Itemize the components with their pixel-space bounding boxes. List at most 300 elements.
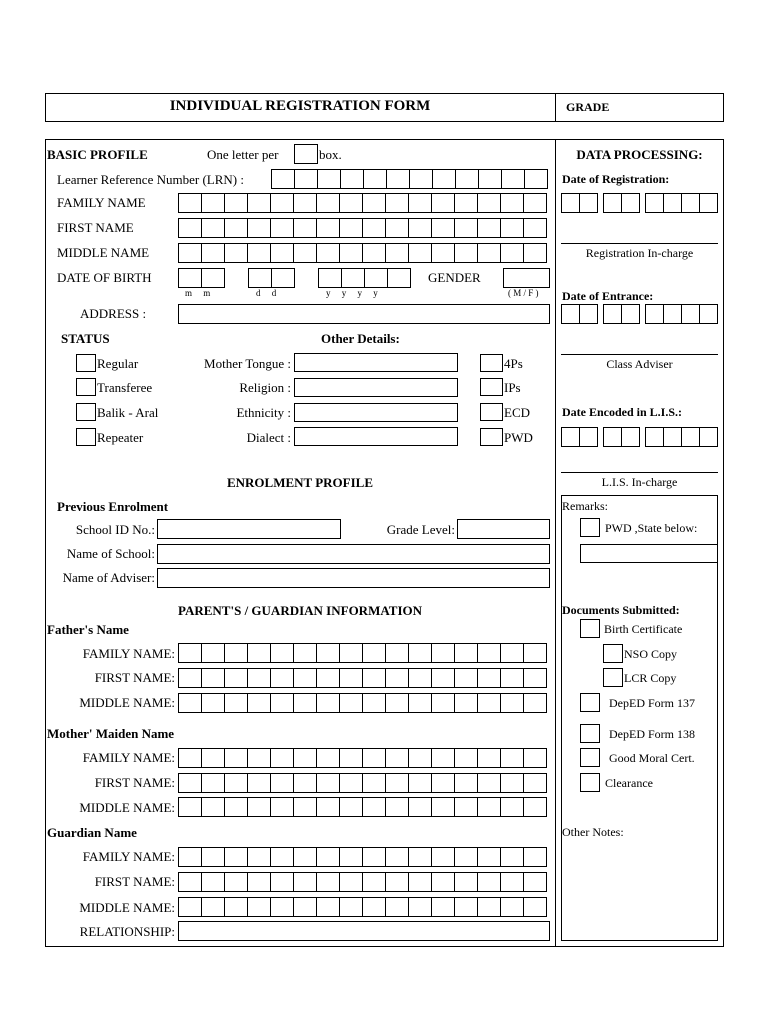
- ips-checkbox[interactable]: [480, 378, 503, 396]
- letter-box[interactable]: [364, 268, 388, 288]
- letter-box[interactable]: [477, 797, 501, 817]
- date-encoded-yyyy-input[interactable]: [645, 427, 717, 447]
- letter-box[interactable]: [271, 268, 295, 288]
- letter-box[interactable]: [663, 304, 682, 324]
- letter-box[interactable]: [224, 773, 248, 793]
- letter-box[interactable]: [316, 668, 340, 688]
- dob-day-input[interactable]: [248, 268, 294, 288]
- letter-box[interactable]: [431, 797, 455, 817]
- first-name-input[interactable]: [178, 218, 546, 238]
- pwd-state-input[interactable]: [580, 544, 718, 563]
- adviser-name-input[interactable]: [157, 568, 550, 588]
- letter-box[interactable]: [201, 668, 225, 688]
- letter-box[interactable]: [500, 797, 524, 817]
- letter-box[interactable]: [247, 193, 271, 213]
- lrn-label: Learner Reference Number (LRN) :: [57, 172, 244, 187]
- letter-box[interactable]: [523, 897, 547, 917]
- letter-box[interactable]: [339, 193, 363, 213]
- letter-box[interactable]: [408, 668, 432, 688]
- letter-box[interactable]: [201, 847, 225, 867]
- letter-box[interactable]: [455, 169, 479, 189]
- letter-box[interactable]: [385, 748, 409, 768]
- guardian-family-input[interactable]: [178, 847, 546, 867]
- date-registration-dd-input[interactable]: [603, 193, 639, 213]
- letter-box[interactable]: [270, 693, 294, 713]
- letter-box[interactable]: [431, 847, 455, 867]
- letter-box[interactable]: [339, 773, 363, 793]
- letter-box[interactable]: [293, 193, 317, 213]
- letter-box[interactable]: [408, 797, 432, 817]
- letter-box[interactable]: [224, 243, 248, 263]
- letter-box[interactable]: [500, 748, 524, 768]
- ethnicity-input[interactable]: [294, 403, 458, 422]
- letter-box[interactable]: [454, 847, 478, 867]
- letter-box[interactable]: [645, 193, 664, 213]
- letter-box[interactable]: [523, 643, 547, 663]
- date-entrance-dd-input[interactable]: [603, 304, 639, 324]
- letter-box[interactable]: [247, 243, 271, 263]
- letter-box[interactable]: [201, 748, 225, 768]
- letter-box[interactable]: [477, 643, 501, 663]
- letter-box[interactable]: [561, 193, 580, 213]
- school-name-input[interactable]: [157, 544, 550, 564]
- letter-box[interactable]: [362, 897, 386, 917]
- letter-box[interactable]: [454, 797, 478, 817]
- letter-box[interactable]: [579, 304, 598, 324]
- letter-box[interactable]: [178, 847, 202, 867]
- letter-box[interactable]: [201, 872, 225, 892]
- letter-box[interactable]: [224, 643, 248, 663]
- form-137-checkbox[interactable]: [580, 693, 600, 712]
- letter-box[interactable]: [477, 668, 501, 688]
- letter-box[interactable]: [362, 218, 386, 238]
- letter-box[interactable]: [621, 193, 640, 213]
- letter-box[interactable]: [408, 872, 432, 892]
- mother-tongue-input[interactable]: [294, 353, 458, 372]
- letter-box[interactable]: [316, 897, 340, 917]
- letter-box[interactable]: [247, 797, 271, 817]
- letter-box[interactable]: [362, 773, 386, 793]
- guardian-first-input[interactable]: [178, 872, 546, 892]
- letter-box[interactable]: [454, 872, 478, 892]
- letter-box[interactable]: [454, 193, 478, 213]
- letter-box[interactable]: [224, 847, 248, 867]
- letter-box[interactable]: [523, 193, 547, 213]
- letter-box[interactable]: [178, 243, 202, 263]
- letter-box[interactable]: [408, 847, 432, 867]
- letter-box[interactable]: [561, 427, 580, 447]
- dob-label: DATE OF BIRTH: [57, 270, 152, 285]
- dialect-input[interactable]: [294, 427, 458, 446]
- letter-box[interactable]: [431, 872, 455, 892]
- status-transferee-checkbox[interactable]: [76, 378, 96, 396]
- grade-level-input[interactable]: [457, 519, 550, 539]
- dob-year-input[interactable]: [318, 268, 410, 288]
- letter-box[interactable]: [178, 872, 202, 892]
- letter-box[interactable]: [523, 243, 547, 263]
- letter-box[interactable]: [385, 797, 409, 817]
- letter-box[interactable]: [339, 643, 363, 663]
- letter-box[interactable]: [500, 643, 524, 663]
- letter-box[interactable]: [477, 847, 501, 867]
- letter-box[interactable]: [270, 668, 294, 688]
- letter-box[interactable]: [561, 304, 580, 324]
- letter-box[interactable]: [409, 169, 433, 189]
- letter-box[interactable]: [178, 643, 202, 663]
- letter-box[interactable]: [178, 773, 202, 793]
- mother-middle-input[interactable]: [178, 797, 546, 817]
- letter-box[interactable]: [523, 693, 547, 713]
- letter-box[interactable]: [408, 643, 432, 663]
- letter-box[interactable]: [316, 773, 340, 793]
- letter-box[interactable]: [293, 773, 317, 793]
- birth-cert-checkbox[interactable]: [580, 619, 600, 638]
- 4ps-checkbox[interactable]: [480, 354, 503, 372]
- letter-box[interactable]: [247, 872, 271, 892]
- letter-box[interactable]: [270, 797, 294, 817]
- address-input[interactable]: [178, 304, 550, 324]
- letter-box[interactable]: [500, 872, 524, 892]
- date-encoded-mm-input[interactable]: [561, 427, 597, 447]
- letter-box[interactable]: [362, 847, 386, 867]
- letter-box[interactable]: [201, 193, 225, 213]
- mother-first-input[interactable]: [178, 773, 546, 793]
- letter-box[interactable]: [362, 748, 386, 768]
- letter-box[interactable]: [431, 668, 455, 688]
- letter-box[interactable]: [645, 304, 664, 324]
- father-family-input[interactable]: [178, 643, 546, 663]
- letter-box[interactable]: [339, 847, 363, 867]
- letter-box[interactable]: [477, 193, 501, 213]
- letter-box[interactable]: [247, 643, 271, 663]
- letter-box[interactable]: [477, 748, 501, 768]
- letter-box[interactable]: [316, 847, 340, 867]
- letter-box[interactable]: [293, 668, 317, 688]
- letter-box[interactable]: [316, 643, 340, 663]
- letter-box[interactable]: [270, 193, 294, 213]
- letter-box[interactable]: [431, 693, 455, 713]
- letter-box[interactable]: [270, 847, 294, 867]
- letter-box[interactable]: [270, 872, 294, 892]
- nso-copy-checkbox[interactable]: [603, 644, 623, 663]
- letter-box[interactable]: [681, 304, 700, 324]
- letter-box[interactable]: [431, 218, 455, 238]
- letter-box[interactable]: [248, 268, 272, 288]
- pwd-remarks-checkbox[interactable]: [580, 518, 600, 537]
- letter-box[interactable]: [431, 643, 455, 663]
- letter-box[interactable]: [408, 218, 432, 238]
- letter-box[interactable]: [523, 748, 547, 768]
- form-138-checkbox[interactable]: [580, 724, 600, 743]
- letter-box[interactable]: [699, 427, 718, 447]
- letter-box[interactable]: [408, 773, 432, 793]
- guardian-middle-input[interactable]: [178, 897, 546, 917]
- letter-box[interactable]: [178, 268, 202, 288]
- letter-box[interactable]: [178, 668, 202, 688]
- family-name-input[interactable]: [178, 193, 546, 213]
- good-moral-checkbox[interactable]: [580, 748, 600, 767]
- letter-box[interactable]: [178, 748, 202, 768]
- guardian-family-label: FAMILY NAME:: [82, 849, 175, 864]
- letter-box[interactable]: [271, 169, 295, 189]
- letter-box[interactable]: [270, 643, 294, 663]
- date-entrance-mm-input[interactable]: [561, 304, 597, 324]
- letter-box[interactable]: [339, 748, 363, 768]
- letter-box[interactable]: [339, 668, 363, 688]
- letter-box[interactable]: [340, 169, 364, 189]
- letter-box[interactable]: [178, 218, 202, 238]
- letter-box[interactable]: [454, 643, 478, 663]
- letter-box[interactable]: [681, 193, 700, 213]
- letter-box[interactable]: [477, 773, 501, 793]
- letter-box[interactable]: [385, 193, 409, 213]
- letter-box[interactable]: [339, 218, 363, 238]
- letter-box[interactable]: [431, 193, 455, 213]
- letter-box[interactable]: [500, 218, 524, 238]
- letter-box[interactable]: [316, 748, 340, 768]
- letter-box[interactable]: [523, 668, 547, 688]
- letter-box[interactable]: [224, 218, 248, 238]
- letter-box[interactable]: [523, 872, 547, 892]
- letter-box[interactable]: [454, 773, 478, 793]
- letter-box[interactable]: [293, 643, 317, 663]
- gender-input[interactable]: [503, 268, 550, 288]
- letter-box[interactable]: [500, 693, 524, 713]
- letter-box[interactable]: [477, 218, 501, 238]
- other-details-heading: Other Details:: [321, 331, 400, 346]
- letter-box[interactable]: [500, 773, 524, 793]
- letter-box[interactable]: [454, 668, 478, 688]
- letter-box[interactable]: [201, 897, 225, 917]
- letter-box[interactable]: [454, 693, 478, 713]
- letter-box[interactable]: [339, 243, 363, 263]
- letter-box[interactable]: [362, 668, 386, 688]
- letter-box[interactable]: [387, 268, 411, 288]
- middle-name-input[interactable]: [178, 243, 546, 263]
- letter-box[interactable]: [224, 797, 248, 817]
- letter-box[interactable]: [224, 193, 248, 213]
- letter-box[interactable]: [316, 218, 340, 238]
- letter-box[interactable]: [500, 193, 524, 213]
- letter-box[interactable]: [621, 427, 640, 447]
- letter-box[interactable]: [201, 797, 225, 817]
- letter-box[interactable]: [362, 693, 386, 713]
- letter-box[interactable]: [341, 268, 365, 288]
- letter-box[interactable]: [293, 797, 317, 817]
- letter-box[interactable]: [247, 773, 271, 793]
- letter-box[interactable]: [362, 643, 386, 663]
- letter-box[interactable]: [501, 169, 525, 189]
- letter-box[interactable]: [385, 897, 409, 917]
- letter-box[interactable]: [579, 193, 598, 213]
- letter-box[interactable]: [362, 193, 386, 213]
- letter-box[interactable]: [316, 872, 340, 892]
- letter-box[interactable]: [201, 773, 225, 793]
- letter-box[interactable]: [178, 193, 202, 213]
- letter-box[interactable]: [477, 897, 501, 917]
- letter-box[interactable]: [247, 847, 271, 867]
- letter-box[interactable]: [408, 748, 432, 768]
- letter-box[interactable]: [178, 797, 202, 817]
- previous-enrolment-heading: Previous Enrolment: [57, 499, 169, 514]
- clearance-checkbox[interactable]: [580, 773, 600, 792]
- letter-box[interactable]: [681, 427, 700, 447]
- letter-box[interactable]: [385, 243, 409, 263]
- letter-box[interactable]: [201, 243, 225, 263]
- letter-box[interactable]: [316, 243, 340, 263]
- letter-box[interactable]: [500, 243, 524, 263]
- lcr-copy-checkbox[interactable]: [603, 668, 623, 687]
- letter-box[interactable]: [385, 643, 409, 663]
- date-registration-mm-input[interactable]: [561, 193, 597, 213]
- letter-box[interactable]: [385, 847, 409, 867]
- letter-box[interactable]: [385, 693, 409, 713]
- letter-box[interactable]: [293, 218, 317, 238]
- mother-family-input[interactable]: [178, 748, 546, 768]
- letter-box[interactable]: [386, 169, 410, 189]
- letter-box[interactable]: [699, 193, 718, 213]
- letter-box[interactable]: [362, 872, 386, 892]
- letter-box[interactable]: [178, 897, 202, 917]
- letter-box[interactable]: [408, 897, 432, 917]
- relationship-input[interactable]: [178, 921, 550, 941]
- letter-box[interactable]: [224, 693, 248, 713]
- date-entrance-yyyy-input[interactable]: [645, 304, 717, 324]
- letter-box[interactable]: [645, 427, 664, 447]
- letter-box[interactable]: [408, 193, 432, 213]
- pwd-checkbox[interactable]: [480, 428, 503, 446]
- letter-box[interactable]: [432, 169, 456, 189]
- letter-box[interactable]: [339, 797, 363, 817]
- letter-box[interactable]: [224, 897, 248, 917]
- ecd-checkbox[interactable]: [480, 403, 503, 421]
- religion-input[interactable]: [294, 378, 458, 397]
- letter-box[interactable]: [270, 897, 294, 917]
- letter-box[interactable]: [408, 243, 432, 263]
- letter-box[interactable]: [247, 218, 271, 238]
- letter-box[interactable]: [385, 872, 409, 892]
- letter-box[interactable]: [224, 872, 248, 892]
- letter-box[interactable]: [362, 797, 386, 817]
- letter-box[interactable]: [523, 773, 547, 793]
- letter-box[interactable]: [270, 218, 294, 238]
- letter-box[interactable]: [201, 268, 225, 288]
- letter-box[interactable]: [500, 897, 524, 917]
- letter-box[interactable]: [178, 693, 202, 713]
- letter-box[interactable]: [477, 243, 501, 263]
- dob-month-input[interactable]: [178, 268, 224, 288]
- letter-box[interactable]: [454, 897, 478, 917]
- letter-box[interactable]: [385, 773, 409, 793]
- letter-box[interactable]: [293, 243, 317, 263]
- status-regular-checkbox[interactable]: [76, 354, 96, 372]
- date-registration-yyyy-input[interactable]: [645, 193, 717, 213]
- letter-box[interactable]: [339, 693, 363, 713]
- letter-box[interactable]: [603, 427, 622, 447]
- letter-box[interactable]: [224, 668, 248, 688]
- letter-box[interactable]: [500, 847, 524, 867]
- letter-box[interactable]: [270, 243, 294, 263]
- letter-box[interactable]: [523, 847, 547, 867]
- letter-box[interactable]: [663, 193, 682, 213]
- letter-box[interactable]: [293, 897, 317, 917]
- letter-box[interactable]: [317, 169, 341, 189]
- letter-box[interactable]: [385, 218, 409, 238]
- letter-box[interactable]: [362, 243, 386, 263]
- letter-box[interactable]: [270, 773, 294, 793]
- mother-heading: Mother' Maiden Name: [47, 726, 175, 741]
- letter-box[interactable]: [293, 693, 317, 713]
- letter-box[interactable]: [293, 748, 317, 768]
- letter-box[interactable]: [293, 872, 317, 892]
- letter-box[interactable]: [523, 797, 547, 817]
- letter-box[interactable]: [339, 872, 363, 892]
- letter-box[interactable]: [224, 748, 248, 768]
- letter-box[interactable]: [699, 304, 718, 324]
- school-id-input[interactable]: [157, 519, 341, 539]
- father-heading: Father's Name: [47, 622, 129, 637]
- letter-box[interactable]: [247, 897, 271, 917]
- letter-box[interactable]: [431, 748, 455, 768]
- lrn-input[interactable]: [271, 169, 547, 189]
- status-balik-aral-checkbox[interactable]: [76, 403, 96, 421]
- letter-box[interactable]: [316, 797, 340, 817]
- letter-box[interactable]: [603, 304, 622, 324]
- letter-box[interactable]: [621, 304, 640, 324]
- letter-box[interactable]: [431, 897, 455, 917]
- letter-box[interactable]: [294, 169, 318, 189]
- ethnicity-label: Ethnicity :: [236, 405, 291, 420]
- father-middle-input[interactable]: [178, 693, 546, 713]
- grade-field[interactable]: [640, 96, 720, 118]
- letter-box[interactable]: [385, 668, 409, 688]
- father-first-input[interactable]: [178, 668, 546, 688]
- letter-box[interactable]: [408, 693, 432, 713]
- date-encoded-dd-input[interactable]: [603, 427, 639, 447]
- letter-box[interactable]: [201, 693, 225, 713]
- letter-box[interactable]: [454, 748, 478, 768]
- documents-heading: Documents Submitted:: [562, 603, 680, 617]
- status-heading: STATUS: [61, 331, 110, 346]
- letter-box[interactable]: [477, 693, 501, 713]
- letter-box[interactable]: [270, 748, 294, 768]
- letter-box[interactable]: [247, 748, 271, 768]
- letter-box[interactable]: [293, 847, 317, 867]
- letter-box[interactable]: [247, 668, 271, 688]
- letter-box[interactable]: [454, 243, 478, 263]
- letter-box[interactable]: [247, 693, 271, 713]
- letter-box[interactable]: [500, 668, 524, 688]
- letter-box[interactable]: [339, 897, 363, 917]
- letter-box[interactable]: [318, 268, 342, 288]
- letter-box[interactable]: [431, 773, 455, 793]
- letter-box[interactable]: [478, 169, 502, 189]
- status-repeater-checkbox[interactable]: [76, 428, 96, 446]
- letter-box[interactable]: [579, 427, 598, 447]
- letter-box[interactable]: [431, 243, 455, 263]
- letter-box[interactable]: [363, 169, 387, 189]
- letter-box[interactable]: [603, 193, 622, 213]
- letter-box[interactable]: [201, 218, 225, 238]
- letter-box[interactable]: [477, 872, 501, 892]
- letter-box[interactable]: [524, 169, 548, 189]
- letter-box[interactable]: [523, 218, 547, 238]
- letter-box[interactable]: [663, 427, 682, 447]
- letter-box[interactable]: [316, 193, 340, 213]
- letter-box[interactable]: [316, 693, 340, 713]
- letter-box[interactable]: [454, 218, 478, 238]
- letter-box[interactable]: [201, 643, 225, 663]
